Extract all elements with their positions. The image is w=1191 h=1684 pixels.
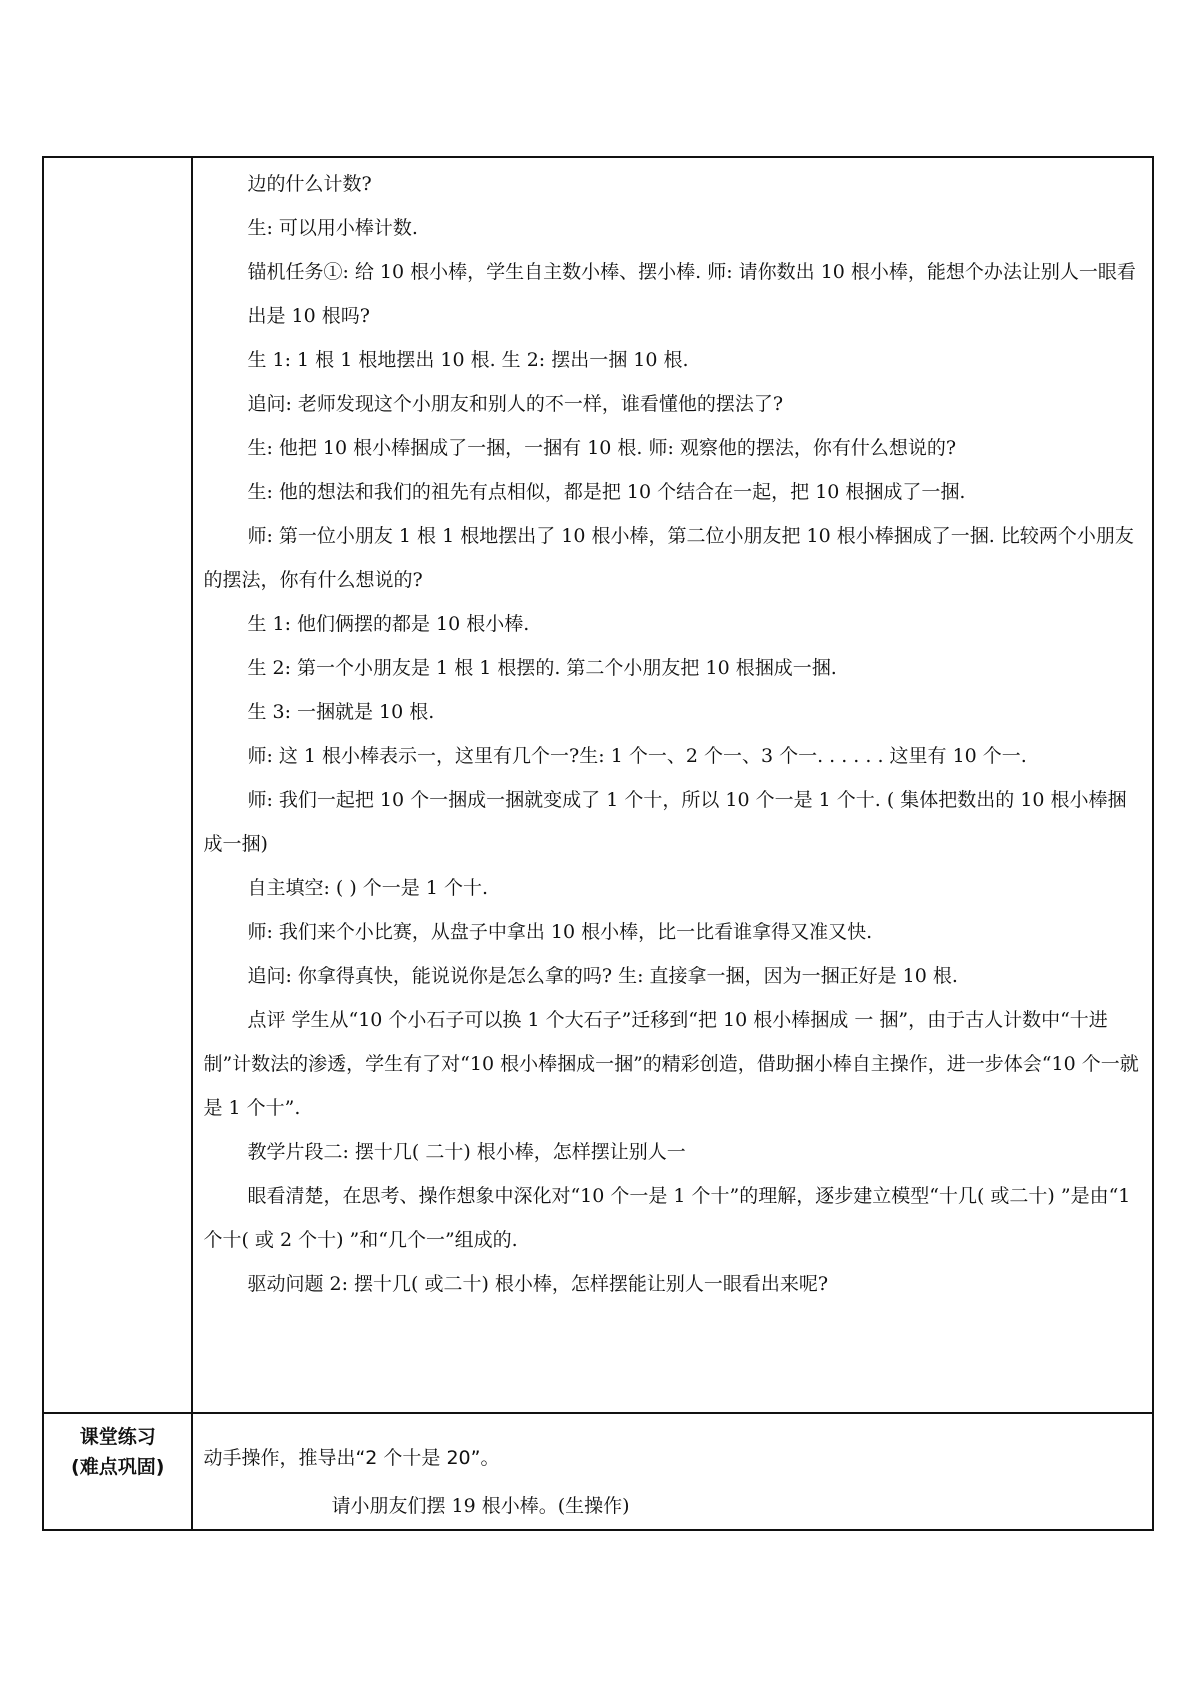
- lesson-table: [42, 156, 1154, 1531]
- lesson-row: [43, 157, 1153, 1413]
- lesson-content: [193, 158, 1152, 1306]
- paragraph: 生 1: 1 根 1 根地摆出 10 根. 生 2: 摆出一捆 10 根.: [247, 349, 689, 371]
- practice-line-1: 动手操作，推导出“2 个十是 20”。: [203, 1447, 500, 1469]
- practice-line-2: 请小朋友们摆 19 根小棒。(生操作): [331, 1495, 630, 1517]
- paragraph: 师: 我们一起把 10 个一捆成一捆就变成了 1 个十，所以 10 个一是 1 个十. ( 集体把数出的 10 根小棒捆成一捆): [203, 789, 1127, 855]
- lesson-content-cell: [192, 157, 1153, 1413]
- paragraph: 师: 这 1 根小棒表示一，这里有几个一?生: 1 个一、2 个一、3 个一. . . . . . 这里有 10 个一.: [247, 745, 1027, 767]
- paragraph: 生: 他的想法和我们的祖先有点相似，都是把 10 个结合在一起，把 10 根捆成了一捆.: [247, 481, 966, 503]
- practice-label-title: 课堂练习: [79, 1426, 156, 1448]
- paragraph: 自主填空: ( ) 个一是 1 个十.: [247, 877, 489, 899]
- paragraph: 生 3: 一捆就是 10 根.: [247, 701, 435, 723]
- practice-label: [44, 1414, 191, 1482]
- paragraph: 边的什么计数?: [247, 173, 372, 195]
- paragraph: 驱动问题 2: 摆十几( 或二十) 根小棒，怎样摆能让别人一眼看出来呢?: [247, 1273, 829, 1295]
- paragraph: 教学片段二: 摆十几( 二十) 根小棒，怎样摆让别人一: [247, 1141, 686, 1163]
- paragraph: 师: 我们来个小比赛，从盘子中拿出 10 根小棒，比一比看谁拿得又准又快.: [247, 921, 873, 943]
- paragraph: 生 2: 第一个小朋友是 1 根 1 根摆的. 第二个小朋友把 10 根捆成一捆.: [247, 657, 837, 679]
- practice-content: [193, 1414, 1152, 1524]
- paragraph: 点评 学生从“10 个小石子可以换 1 个大石子”迁移到“把 10 根小棒捆成 一 捆”，由于古人计数中“十进制”计数法的渗透，学生有了对“10 根小棒捆成一捆”的精彩创造，借助捆小棒自主操作，进一步体会“10 个一就是 1 个十”.: [203, 1009, 1139, 1119]
- practice-content-cell: [192, 1413, 1153, 1530]
- paragraph: 眼看清楚，在思考、操作想象中深化对“10 个一是 1 个十”的理解，逐步建立模型“十几( 或二十) ”是由“1 个十( 或 2 个十) ”和“几个一”组成的.: [203, 1185, 1131, 1251]
- empty-label-cell: [43, 157, 192, 1413]
- paragraph: 出是 10 根吗?: [247, 305, 370, 327]
- paragraph: 锚机任务①: 给 10 根小棒，学生自主数小棒、摆小棒. 师: 请你数出 10 根小棒，能想个办法让别人一眼看: [247, 261, 1136, 283]
- paragraph: 追问: 老师发现这个小朋友和别人的不一样，谁看懂他的摆法了?: [247, 393, 784, 415]
- paragraph: 追问: 你拿得真快，能说说你是怎么拿的吗? 生: 直接拿一捆，因为一捆正好是 10 根.: [247, 965, 958, 987]
- paragraph: 生 1: 他们俩摆的都是 10 根小棒.: [247, 613, 530, 635]
- practice-row: [43, 1413, 1153, 1530]
- practice-label-cell: [43, 1413, 192, 1530]
- paragraph: 生: 可以用小棒计数.: [247, 217, 418, 239]
- practice-label-subtitle: (难点巩固): [71, 1456, 165, 1478]
- paragraph: 生: 他把 10 根小棒捆成了一捆，一捆有 10 根. 师: 观察他的摆法，你有什么想说的?: [247, 437, 957, 459]
- paragraph: 师: 第一位小朋友 1 根 1 根地摆出了 10 根小棒，第二位小朋友把 10 根小棒捆成了一捆. 比较两个小朋友的摆法，你有什么想说的?: [203, 525, 1134, 591]
